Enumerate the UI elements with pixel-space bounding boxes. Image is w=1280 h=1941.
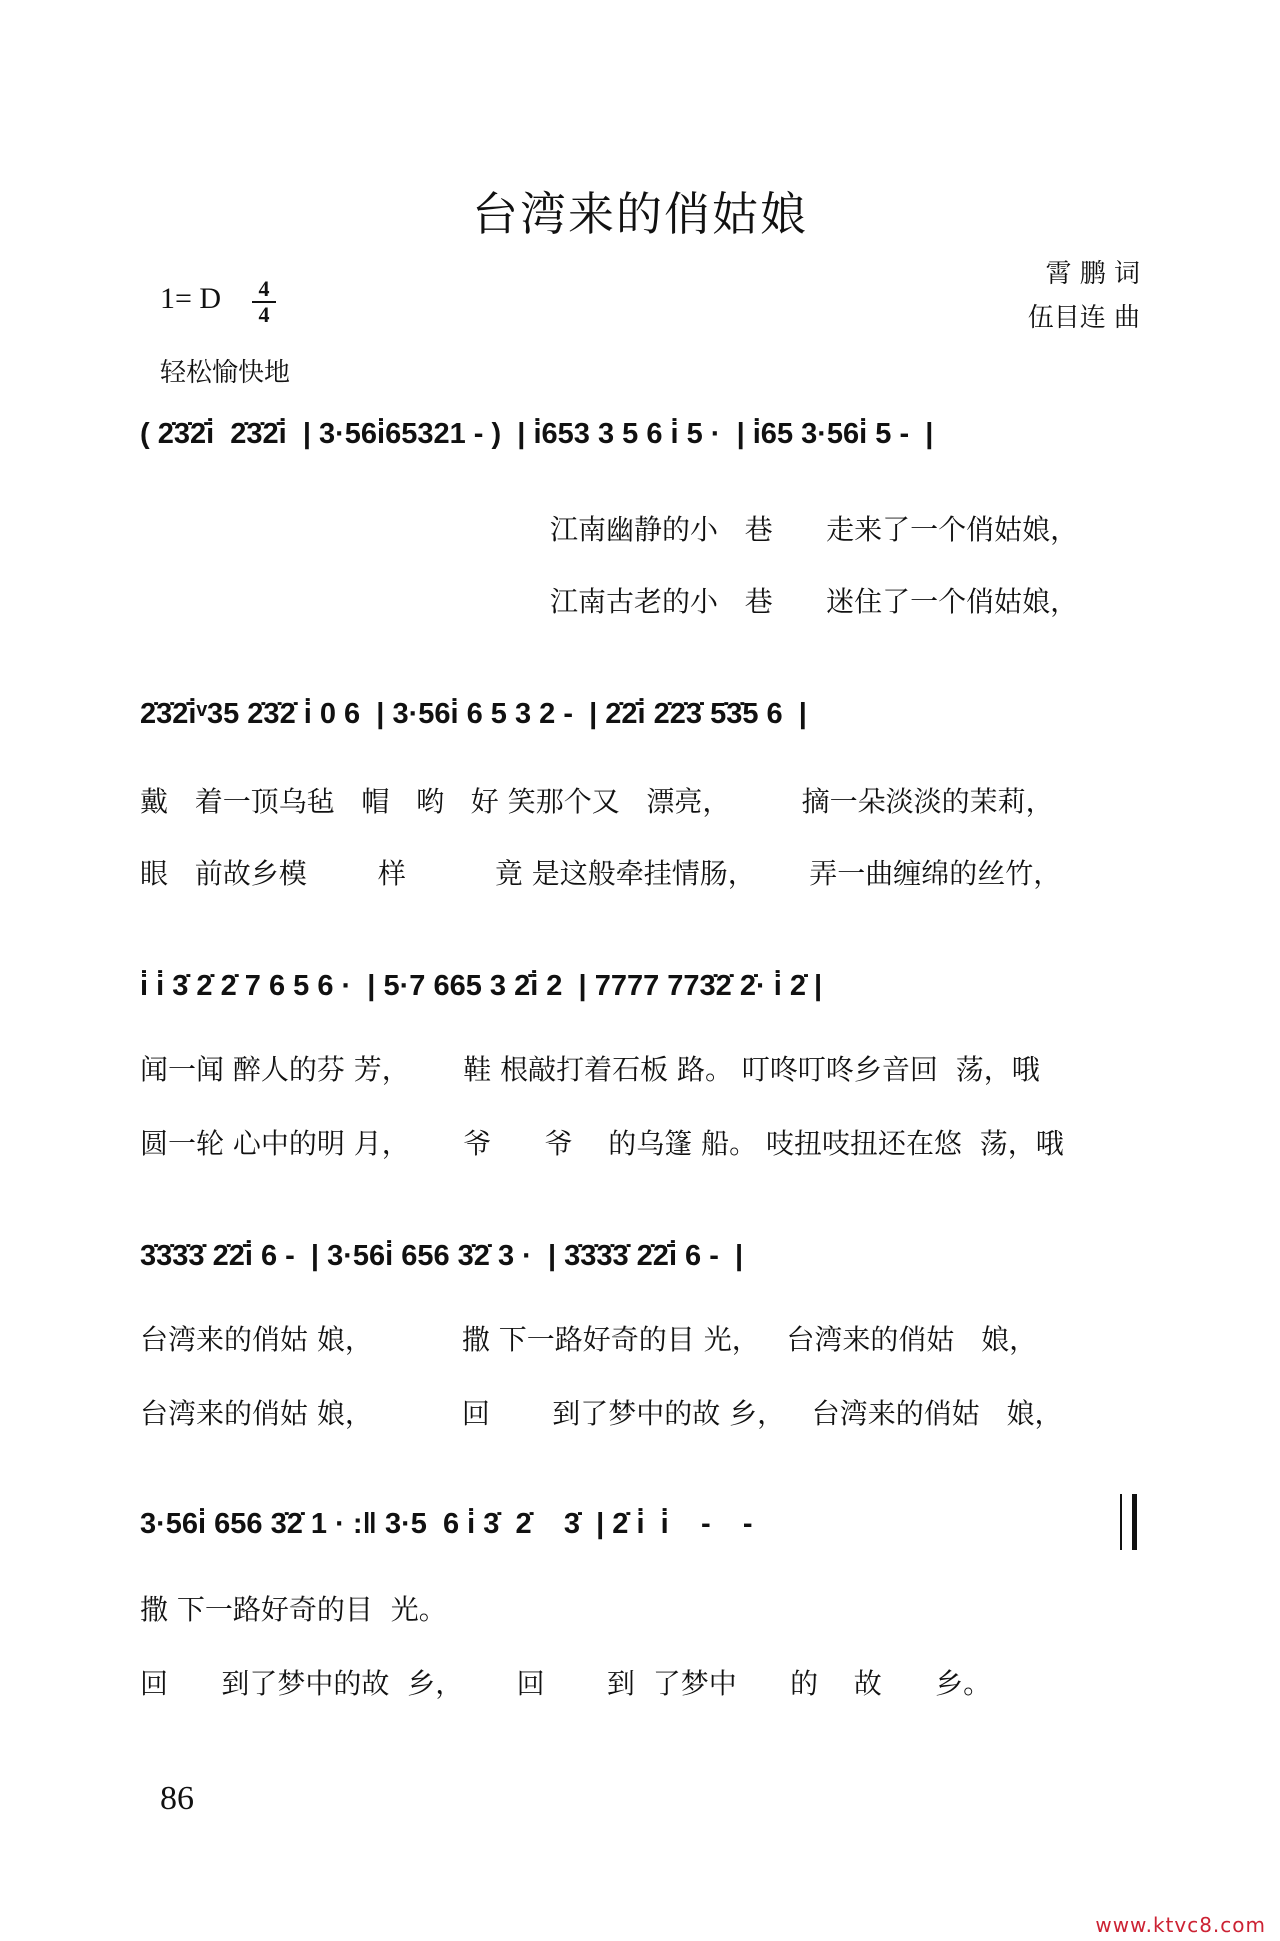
- page-number: 86: [160, 1780, 194, 1817]
- notation-line-4: 3̇3̇3̇3̇ 2̇2̇i̇ 6 - | 3·56i̇ 656 3̇2̇ 3 · | 3̇3̇3̇3̇ 2̇2̇i̇ 6 - |: [140, 1240, 744, 1272]
- lyricist: 霄 鹏 词: [1045, 259, 1140, 289]
- lyric-line-2-verse-2: 眼 前故乡模 样 竟 是这般牵挂情肠， 弄一曲缠绵的丝竹，: [140, 857, 1062, 890]
- lyric-line-2-verse-1: 戴 着一顶乌毡 帽 哟 好 笑那个又 漂亮， 摘一朵淡淡的茉莉，: [140, 785, 1054, 818]
- song-title: 台湾来的俏姑娘: [472, 187, 808, 241]
- lyric-line-5-verse-2: 回 到了梦中的故 乡， 回 到 了梦中 的 故 乡。: [140, 1667, 992, 1700]
- lyric-line-1-verse-2: 江南古老的小 巷 迷住了一个俏姑娘，: [550, 585, 1079, 618]
- time-signature-top: 4: [258, 276, 270, 301]
- lyric-line-4-verse-2: 台湾来的俏姑 娘， 回 到了梦中的故 乡， 台湾来的俏姑 娘，: [140, 1397, 1063, 1430]
- final-barline: [1120, 1494, 1137, 1550]
- composer: 伍目连 曲: [1027, 303, 1140, 333]
- lyric-line-4-verse-1: 台湾来的俏姑 娘， 撒 下一路好奇的目 光， 台湾来的俏姑 娘，: [140, 1323, 1038, 1356]
- notation-line-5: 3·56i̇ 656 3̇2̇ 1 · :‖ 3·5 6 i̇ 3̇ 2̇ 3̇ | 2̇ i̇ i̇ - -: [140, 1508, 753, 1540]
- credits: [1028, 252, 1140, 340]
- time-signature-bottom: 4: [258, 302, 270, 327]
- lyric-line-5-verse-1: 撒 下一路好奇的目 光。: [140, 1593, 447, 1626]
- notation-line-1: ( 2̇3̇2̇i̇ 2̇3̇2̇i̇ | 3·56i̇65321 - ) | i̇653 3 5 6 i̇ 5 · | i̇65 3·56i̇ 5 - |: [140, 418, 934, 450]
- lyric-line-3-verse-2: 圆一轮 心中的明 月， 爷 爷 的乌篷 船。 吱扭吱扭还在悠 荡，哦: [140, 1127, 1064, 1160]
- tempo-marking: 轻松愉快地: [160, 358, 291, 388]
- watermark: www.ktvc8.com: [1095, 1913, 1266, 1937]
- notation-line-2: 2̇3̇2̇i̇ᵛ35 2̇3̇2̇ i̇ 0 6 | 3·56i̇ 6 5 3 2 - | 2̇2̇i̇ 2̇2̇3̇ 5̇3̇5 6 |: [140, 698, 807, 730]
- notation-line-3: i̇ i̇ 3̇ 2̇ 2̇ 7 6 5 6 · | 5·7 665 3 2̇i̇ 2 | 7777 773̇2̇ 2̇· i̇ 2̇ |: [140, 970, 823, 1002]
- time-signature: [252, 278, 276, 326]
- key-signature: 1= D: [160, 282, 222, 315]
- lyric-line-1-verse-1: 江南幽静的小 巷 走来了一个俏姑娘，: [550, 513, 1079, 546]
- lyric-line-3-verse-1: 闻一闻 醉人的芬 芳， 鞋 根敲打着石板 路。 叮咚叮咚乡音回 荡，哦: [140, 1053, 1040, 1086]
